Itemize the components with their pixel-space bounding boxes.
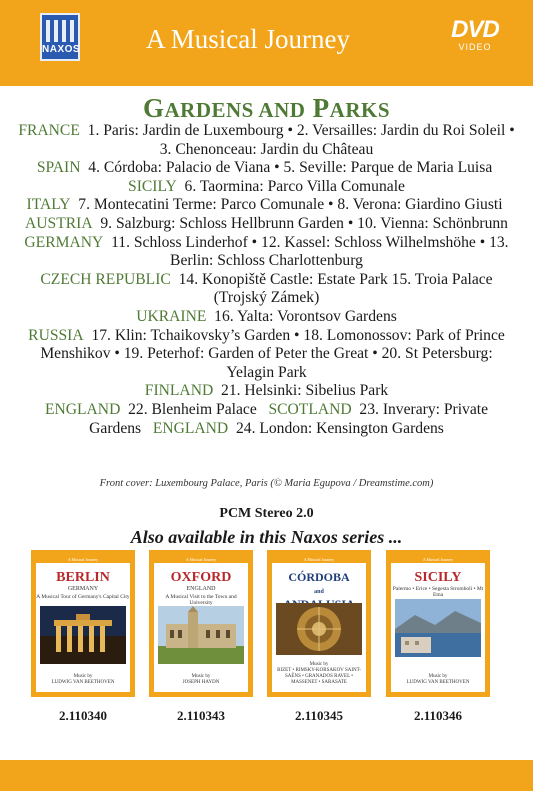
video-logo-text: VIDEO (458, 42, 492, 52)
cover-title: SICILY (414, 570, 462, 585)
cover-description: A Musical Tour of Germany's Capital City (36, 594, 130, 600)
album-title: GARDENS AND PARKS (142, 93, 391, 123)
country-label: ENGLAND (44, 400, 121, 418)
track-entry: 7. Montecatini Terme: Parco Comunale • 8. Verona: Giardino Giusti (78, 196, 503, 214)
brandenburg-gate-image (40, 606, 126, 664)
country-label: GERMANY (24, 233, 104, 251)
track-entry: 22. Blenheim Palace (128, 400, 257, 418)
country-label: ITALY (26, 196, 71, 214)
country-label: AUSTRIA (25, 214, 93, 232)
series-title: A Musical Journey (146, 24, 350, 54)
audio-format: PCM Stereo 2.0 (219, 506, 314, 521)
cover-title: BERLIN (56, 570, 110, 585)
also-available-heading: Also available in this Naxos series ... (130, 527, 403, 547)
header-band (0, 0, 533, 86)
cover-composer: Music by LUDWIG VAN BEETHOVEN (406, 674, 470, 685)
track-entry: 4. Córdoba: Palacio de Viana • 5. Seville: Parque de Maria Luisa (88, 159, 493, 177)
track-entry: 11. Schloss Linderhof • 12. Kassel: Schloss Wilhelmshöhe • 13. Berlin: Schloss Charlottenburg (111, 233, 509, 270)
cover-composer: Music by LUDWIG VAN BEETHOVEN (51, 674, 115, 685)
related-dvd-cover-oxford[interactable] (149, 550, 253, 697)
cover-description: A Musical Visit to the Town and University (165, 594, 237, 606)
country-label: UKRAINE (136, 307, 207, 325)
track-entry: 1. Paris: Jardin de Luxembourg • 2. Versailles: Jardin du Roi Soleil • 3. Chenonceau: Jardin du Château (87, 122, 515, 158)
cover-composer: Music by JOSEPH HAYDN (182, 674, 220, 685)
country-label: FRANCE (18, 122, 80, 139)
mosque-dome-image (276, 603, 362, 655)
country-label: SICILY (128, 177, 177, 195)
cover-composer: Music by BIZET • RIMSKY-KORSAKOV SAINT-SAËNS • GRANADOS RAVEL • MASSENET • SARASATE (277, 662, 361, 685)
footer-band (0, 760, 533, 791)
country-label: CZECH REPUBLIC (40, 270, 171, 288)
track-entry: 24. London: Kensington Gardens (235, 419, 444, 437)
track-entry: 21. Helsinki: Sibelius Park (221, 382, 389, 400)
dvd-logo-text: DVD (451, 16, 499, 43)
logo-text: NAXOS (42, 44, 81, 55)
track-entry: 16. Yalta: Vorontsov Gardens (214, 307, 397, 325)
related-dvd-cover-sicily[interactable] (386, 550, 490, 697)
cover-subtitle: ENGLAND (186, 586, 216, 592)
dvd-video-logo (440, 18, 510, 52)
cover-title: OXFORD (170, 570, 232, 585)
country-label: SPAIN (36, 159, 81, 177)
track-entry: 17. Klin: Tchaikovsky’s Garden • 18. Lomonossov: Park of Prince Menshikov • 19. Peterhof: Garden of Peter the Great • 20. St Petersburg: Yelagin Park (40, 326, 505, 381)
catalogue-number: 2.110343 (176, 708, 226, 723)
catalogue-number: 2.110340 (58, 708, 108, 723)
track-list (18, 122, 515, 438)
track-entry: 9. Salzburg: Schloss Hellbrunn Garden • 10. Vienna: Schönbrunn (100, 214, 508, 232)
cover-subtitle: Palermo • Erice • Segesta Stromboli • Mt Etna (392, 586, 484, 598)
cover-photo-credit: Front cover: Luxembourg Palace, Paris (© Maria Egupova / Dreamstime.com) (99, 478, 434, 489)
related-dvd-cover-cordoba[interactable] (267, 550, 371, 697)
cover-series-bar: A Musical Journey (154, 555, 248, 563)
cover-subtitle: GERMANY (67, 586, 99, 592)
country-label: RUSSIA (28, 326, 84, 344)
catalogue-number: 2.110345 (294, 708, 344, 723)
track-entry: 23. Inverary: Private Gardens (89, 400, 489, 437)
country-label: SCOTLAND (268, 400, 352, 418)
cover-series-bar: A Musical Journey (36, 555, 130, 563)
naxos-logo (40, 13, 80, 61)
track-entry: 14. Konopiště Castle: Estate Park 15. Troia Palace (Trojský Zámek) (178, 270, 493, 307)
cover-series-bar: A Musical Journey (391, 555, 485, 563)
oxford-college-image (158, 606, 244, 664)
country-label: ENGLAND (152, 419, 229, 437)
cover-title: CÓRDOBA and (288, 570, 350, 595)
cover-series-bar: A Musical Journey (272, 555, 366, 563)
track-entry: 6. Taormina: Parco Villa Comunale (184, 177, 405, 195)
catalogue-number: 2.110346 (413, 708, 463, 723)
sicily-coast-image (395, 599, 481, 657)
country-label: FINLAND (144, 382, 214, 400)
related-dvd-cover-berlin[interactable] (31, 550, 135, 697)
